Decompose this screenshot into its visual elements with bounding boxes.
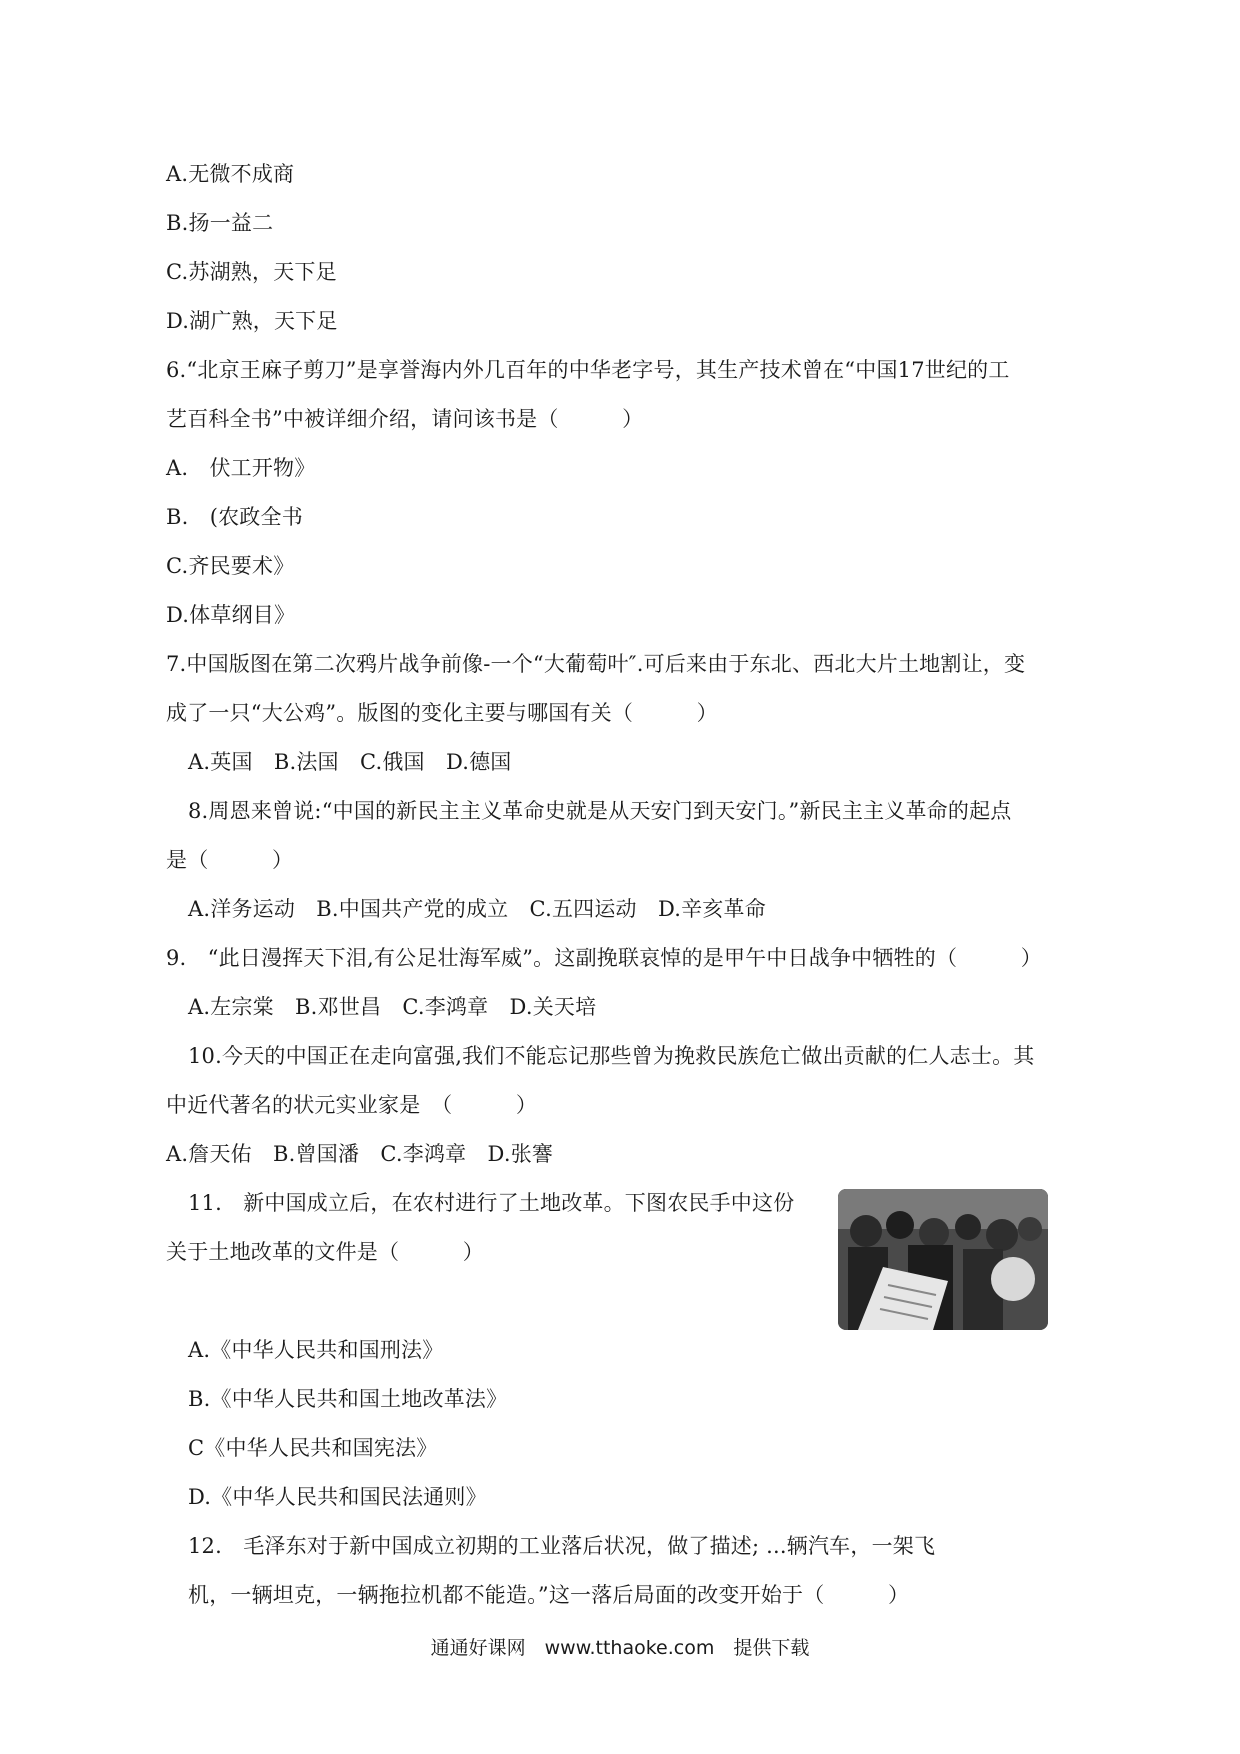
option-6b: B. (农政全书 [166, 505, 303, 529]
options-8: A.洋务运动 B.中国共产党的成立 C.五四运动 D.辛亥革命 [188, 897, 766, 921]
option-11b: B.《中华人民共和国土地改革法》 [188, 1387, 508, 1411]
options-9: A.左宗棠 B.邓世昌 C.李鸿章 D.关天培 [188, 995, 597, 1019]
question-12-line-2: 机，一辆坦克，一辆拖拉机都不能造。”这一落后局面的改变开始于（ ） [188, 1583, 910, 1607]
options-7: A.英国 B.法国 C.俄国 D.德国 [188, 750, 512, 774]
option-11a: A.《中华人民共和国刑法》 [188, 1338, 444, 1362]
question-11-line-2: 关于土地改革的文件是（ ） [166, 1240, 484, 1264]
question-8-line-1: 8.周恩来曾说:“中国的新民主主义革命史就是从天安门到天安门。”新民主主义革命的起点 [188, 799, 1012, 823]
question-7-line-1: 7.中国版图在第二次鸦片战争前像-一个“大葡萄叶″.可后来由于东北、西北大片土地割让，变 [166, 652, 1026, 676]
option-6d: D.体草纲目》 [166, 603, 296, 627]
question-7-line-2: 成了一只“大公鸡”。版图的变化主要与哪国有关（ ） [166, 701, 718, 725]
options-10: A.詹天佑 B.曾国潘 C.李鸿章 D.张謇 [166, 1142, 554, 1166]
page-footer: 通通好课网 www.tthaoke.com 提供下载 [430, 1637, 810, 1659]
option-5a: A.无微不成商 [166, 162, 295, 186]
question-9: 9. “此日漫挥天下泪,有公足壮海军威”。这副挽联哀悼的是甲午中日战争中牺牲的（ ） [166, 946, 1042, 970]
option-5b: B.扬一益二 [166, 211, 274, 235]
option-11d: D.《中华人民共和国民法通则》 [188, 1485, 487, 1509]
land-reform-photo-illustration [838, 1189, 1048, 1330]
option-6c: C.齐民要术》 [166, 554, 295, 578]
option-5d: D.湖广熟，天下足 [166, 309, 338, 333]
question-6-line-1: 6.“北京王麻子剪刀”是享誉海内外几百年的中华老字号，其生产技术曾在“中国17世纪的工 [166, 358, 1010, 382]
land-reform-photo [838, 1189, 1048, 1330]
question-11-line-1: 11. 新中国成立后，在农村进行了土地改革。下图农民手中这份 [188, 1191, 795, 1215]
option-6a: A. 伏工开物》 [166, 456, 316, 480]
question-10-line-1: 10.今天的中国正在走向富强,我们不能忘记那些曾为挽救民族危亡做出贡献的仁人志士。其 [188, 1044, 1035, 1068]
option-11c: C《中华人民共和国宪法》 [188, 1436, 438, 1460]
question-10-line-2: 中近代著名的状元实业家是 （ ） [166, 1093, 538, 1117]
question-8-line-2: 是（ ） [166, 848, 294, 872]
option-5c: C.苏湖熟，天下足 [166, 260, 337, 284]
question-6-line-2: 艺百科全书”中被详细介绍，请问该书是（ ） [166, 407, 644, 431]
question-12-line-1: 12. 毛泽东对于新中国成立初期的工业落后状况，做了描述; ...辆汽车，一架飞 [188, 1534, 936, 1558]
